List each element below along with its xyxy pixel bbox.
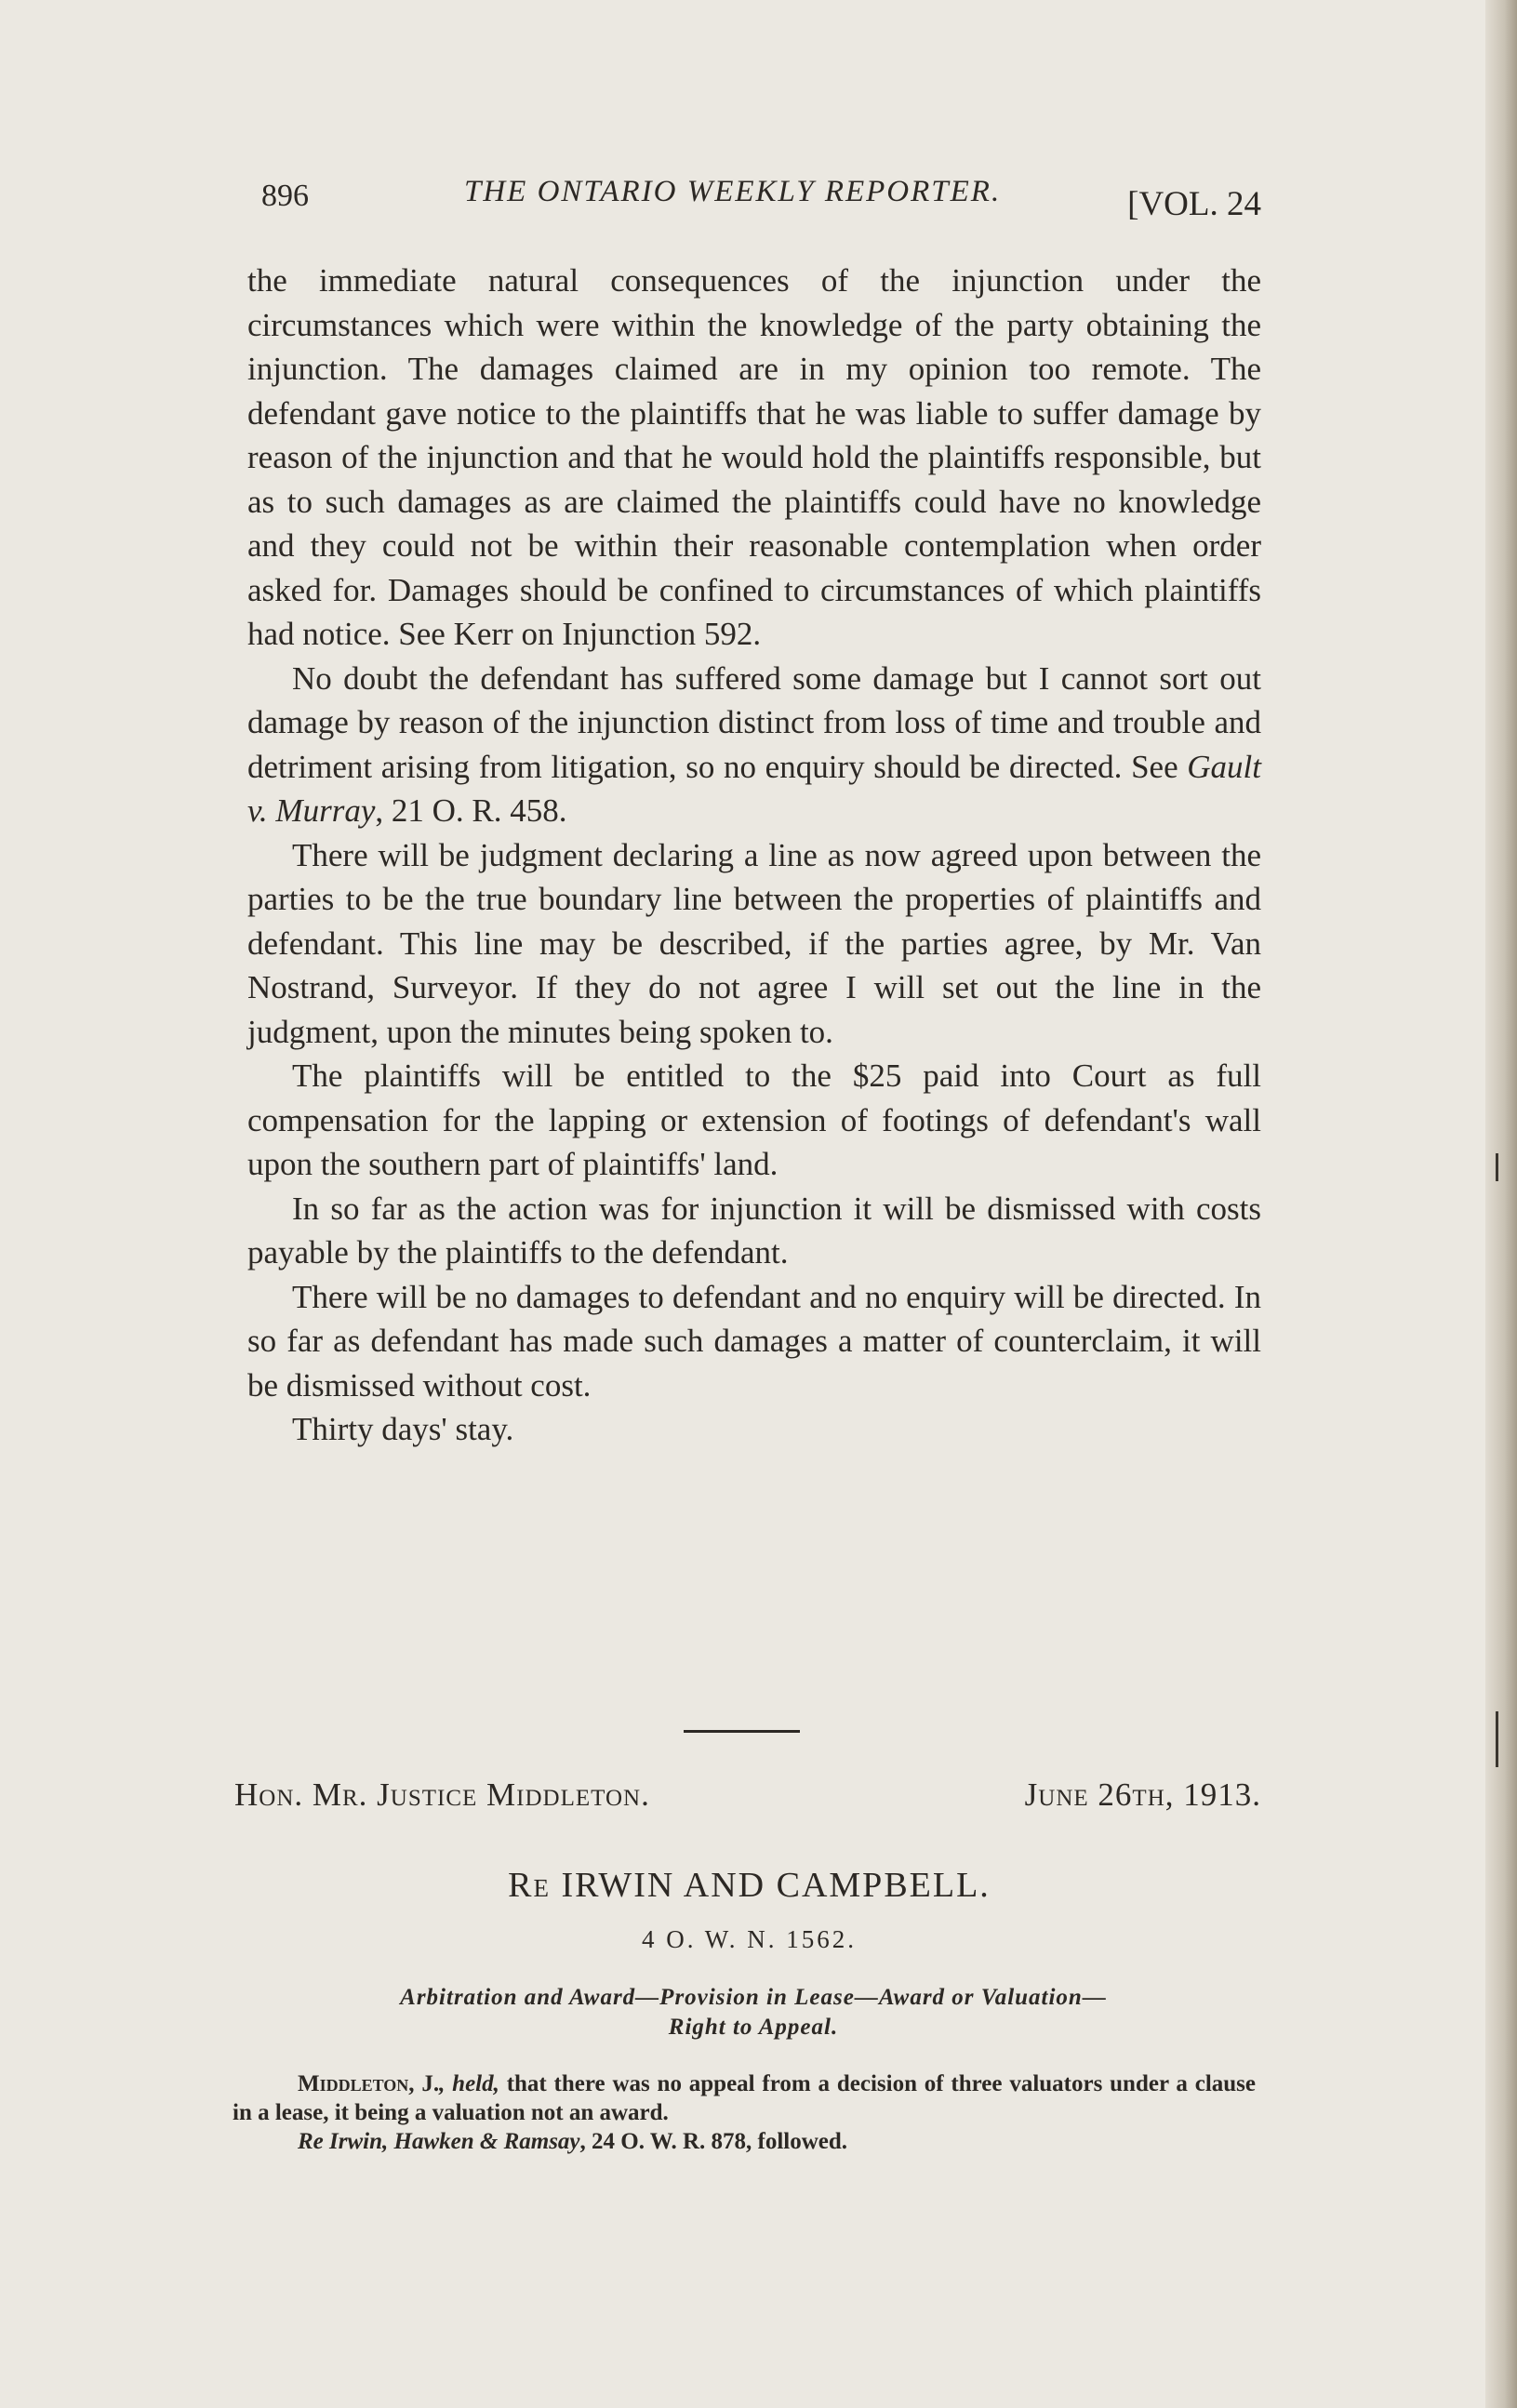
followed-paragraph xyxy=(233,2127,1256,2156)
paragraph-text: No doubt the defendant has suffered some damage but I cannot sort out damage by reason of the injunction distinct from loss of time and trouble and detriment arising from litigation, so no enquiry should be directed. See xyxy=(247,659,1261,785)
holding-judge: Middleton, J. xyxy=(298,2071,440,2096)
paragraph: The plaintiffs will be entitled to the $25 paid into Court as full compensation for the lapping or extension of footings of defendant's wall upon the southern part of plaintiffs' land. xyxy=(247,1058,1261,1182)
page-number: 896 xyxy=(261,179,309,213)
case-citation: , 21 O. R. 458. xyxy=(375,792,567,829)
case-reference: Gault v. Murray xyxy=(247,748,1261,829)
keywords-line: Right to Appeal. xyxy=(668,2015,839,2040)
section-divider xyxy=(684,1730,800,1733)
paragraph: Thirty days' stay. xyxy=(292,1411,514,1447)
edge-mark xyxy=(1496,1153,1498,1181)
followed-citation: , 24 O. W. R. 878, followed. xyxy=(579,2129,848,2154)
paragraph: There will be no damages to defendant and no enquiry will be directed. In so far as defendant has made such damages a matter of counterclaim, it will be dismissed without cost. xyxy=(247,1278,1261,1404)
case-title: Re IRWIN AND CAMPBELL. xyxy=(508,1866,991,1905)
judge-name: Hon. Mr. Justice Middleton. xyxy=(234,1776,650,1813)
paragraph xyxy=(247,657,1261,833)
paragraph: the immediate natural consequences of the injunction under the circumstances which were within the knowledge of the party obtaining the injunction. The damages claimed are in my opinion too remote. The defendant gave notice to the plaintiffs that he was liable to suffer damage by reason of the injunction and that he would hold the plaintiffs responsible, but as to such damages as are claimed the plaintiffs could have no knowledge and they could not be within their reasonable contemplation when order asked for. Damages should be confined to circumstances of which plaintiffs had notice. See Kerr on Injunction 592. xyxy=(247,262,1261,652)
running-title: THE ONTARIO WEEKLY REPORTER. xyxy=(464,175,1002,208)
followed-case: Re Irwin, Hawken & Ramsay xyxy=(298,2129,580,2154)
paragraph: There will be judgment declaring a line as now agreed upon between the parties to be the true boundary line between the properties of plaintiffs and defendant. This line may be described, if the parties agree, by Mr. Van Nostrand, Surveyor. If they do not agree I will set out the line in the judgment, upon the minutes being spoken to. xyxy=(247,836,1261,1050)
judgment-body xyxy=(247,259,1261,1452)
paragraph: In so far as the action was for injunction it will be dismissed with costs payable by the plaintiffs to the defendant. xyxy=(247,1190,1261,1271)
holding-held: , held, xyxy=(439,2071,499,2096)
headnote-holding xyxy=(233,2069,1256,2156)
holding-text: that there was no appeal from a decision of three valuators under a clause in a lease, it being a valuation not an award. xyxy=(233,2071,1256,2125)
holding-paragraph xyxy=(233,2069,1256,2127)
edge-mark xyxy=(1496,1711,1498,1767)
judgment-date: June 26th, 1913. xyxy=(1024,1776,1261,1813)
page-header xyxy=(261,167,1261,223)
case-byline xyxy=(234,1776,1261,1823)
volume-label: [VOL. 24 xyxy=(1127,185,1261,223)
case-report-citation: 4 O. W. N. 1562. xyxy=(641,1925,857,1953)
keywords-line: Arbitration and Award—Provision in Lease—Award or Valuation— xyxy=(400,1985,1107,2010)
page-edge xyxy=(1485,0,1517,2408)
headnote-keywords xyxy=(242,1983,1265,2042)
